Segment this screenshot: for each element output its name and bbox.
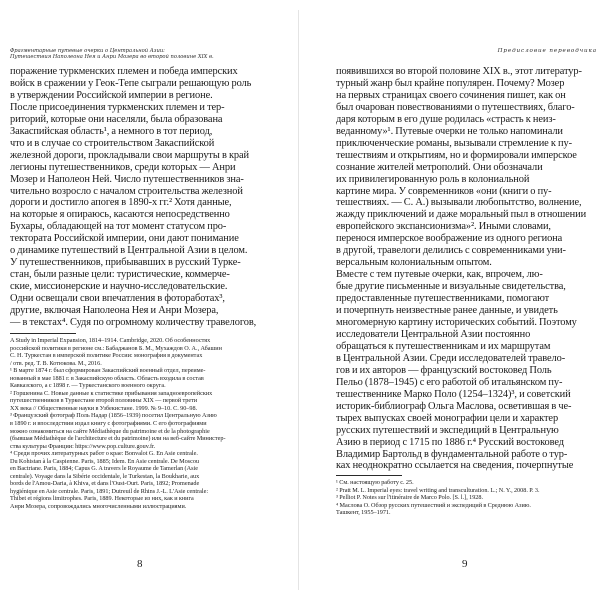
text-line: тешественнике Марко Поло (1254–1324)³, и советский — [336, 388, 571, 400]
text-line: европейского экспансионизма»². Иными словами, — [336, 221, 551, 233]
right-footnotes — [336, 479, 598, 517]
text-line: приключенческие романы, вызывали стремление к пу- — [336, 137, 572, 149]
text-line: картине мира. У современников «они (книги о пу- — [336, 185, 552, 197]
text-line: Одни освещали свои впечатления в фотоработах³, — [10, 293, 225, 305]
text-line: в другой, травелоги делились с современниками уни- — [336, 245, 566, 257]
footnote-line: / отв. ред. Т. В. Котюкова. М., 2016. — [10, 359, 102, 367]
text-line: чительно возросло с началом строительства железной — [10, 185, 243, 197]
text-line: — в текстах⁴. Судя по огромному количеству травелогов, — [10, 317, 257, 329]
right-running-head: Предисловие переводчика — [497, 48, 597, 54]
footnote-line: bords de l'Amou-Daria, à Khiva, et dans l'Oust-Ourt. Paris, 1892; Promenade — [10, 480, 200, 488]
text-line: тешествиях. — С. А.) вызывали любопытство, волнение, — [336, 197, 582, 209]
text-line: версальным колониальным опытом. — [336, 257, 492, 269]
text-line: что и в случае со строительством Закаспийской — [10, 137, 215, 149]
text-line: войск в сражении у Геок-Тепе сыграли решающую роль — [10, 77, 252, 89]
text-line: Закаспийская область¹, а немного в тот период, — [10, 125, 213, 137]
right-body-text — [336, 66, 598, 472]
left-page — [0, 0, 296, 600]
text-line: историк-библиограф Ольга Маслова, осветившая в че- — [336, 400, 572, 412]
footnote-line: ³ Французский фотограф Поль Надар (1856–1939) посетил Центральную Азию — [10, 412, 217, 420]
footnote-line: в 1890 г. и впоследствии издал книгу с фотографиями. С его фотографиями — [10, 420, 207, 428]
text-line: Азию в период с 1715 по 1886 г.⁴ Русский востоковед — [336, 436, 564, 448]
footnote-line: Thibet et régions limitrophes. Paris, 1889. Некоторые из них, как и книга — [10, 495, 194, 503]
text-line: их привилегированную роль в колониальной — [336, 173, 530, 185]
text-line: тектората Российской империи, они дают понимание — [10, 233, 239, 245]
left-body-text — [10, 66, 278, 329]
text-line: риторий, которые они населяли, была образована — [10, 113, 223, 125]
footnote-line: en Bactriane. Paris, 1884; Capus G. A travers le Royaume de Tamerlan (Asie — [10, 465, 198, 473]
text-line: стан, были разные цели: туристические, коммерче- — [10, 269, 230, 281]
footnote-line: hygiénique en Asie centrale. Paris, 1891; Dutreuil de Rhins J.-L. L'Asie centrale: — [10, 487, 209, 495]
text-line: Мозер и Наполеон Ней. Число путешественников зна- — [10, 173, 244, 185]
text-line: на первых страницах своего сочинения пишет, как он — [336, 89, 566, 101]
text-line: Владимир Бартольд в фундаментальной работе о тур- — [336, 448, 568, 460]
footnote-line: Анри Мозера, сопровождались многочисленными иллюстрациями. — [10, 503, 187, 511]
left-footnotes — [10, 337, 278, 511]
text-line: сознание жителей метрополий. Они обозначали — [336, 161, 543, 173]
footnote-line: ⁴ Среди прочих литературных работ о крае: Bonvalot G. En Asie centrale. — [10, 450, 198, 458]
text-line: ские, миссионерские и научно-исследовательские. — [10, 281, 228, 293]
text-line: обращаться к путешественникам и их маршрутам — [336, 340, 551, 352]
text-line: дороги и достигло апогея в 1890-х гг.² Хотя данные, — [10, 197, 232, 209]
text-line: и почерпнуть неизвестные ранее данные, и увидеть — [336, 305, 558, 317]
right-page-number: 9 — [462, 558, 468, 570]
text-line: После присоединения туркменских племен и тер- — [10, 101, 225, 113]
footnote-line: centrale). Voyage dans la Sibérie occidentale, le Turkestan, la Boukharie, aux — [10, 472, 200, 480]
text-line: русских путешествий и экспедиций в Центральную — [336, 424, 559, 436]
text-line: У путешественников, прибывавших в русский Турке- — [10, 257, 241, 269]
right-page — [304, 0, 600, 600]
text-line: многомерную картину исторических событий. Поэтому — [336, 317, 577, 329]
footnote-line: ⁴ Маслова О. Обзор русских путешествий и экспедиций в Среднюю Азию. — [336, 501, 531, 509]
left-running-head: Фрагментарные путевые очерки о Центральной Азии: Путешествия Наполеона Нея и Анри Мозера во второй половине XIX в. — [10, 48, 214, 61]
text-line: исследователи Центральной Азии постоянно — [336, 328, 531, 340]
footnote-line: можно ознакомиться на сайте Médiathèque du patrimoine et de la photographie — [10, 427, 210, 435]
text-line: веданному»¹. Путевые очерки не только напоминали — [336, 125, 563, 137]
footnote-line: нованный в мае 1881 г. в Закаспийскую область. Область входила в состав — [10, 374, 204, 382]
text-line: жажду приключений и даже моральный пыл в отношении — [336, 209, 587, 221]
footnote-line: ¹ См. настоящую работу с. 25. — [336, 479, 414, 486]
text-line: о динамике путешествий в Центральной Азии в целом. — [10, 245, 248, 257]
text-line: был очарован повествованиями о путешествиях, благо- — [336, 101, 575, 113]
text-line: бые другие письменные и визуальные свидетельства, — [336, 281, 566, 293]
text-line: появившихся во второй половине XIX в., этот литератур- — [336, 66, 582, 77]
text-line: Пельо (1878–1945) с его работой об итальянском пу- — [336, 376, 563, 388]
text-line: ках неоднократно ссылается на сведения, почерпнутые — [336, 460, 574, 472]
footnote-line: XX века // Общественные науки в Узбекистане. 1999. № 9–10. С. 90–98. — [10, 404, 198, 412]
text-line: железной дороги, прокладывали свои маршруты в край — [10, 149, 249, 161]
footnote-line: ³ Pelliot P. Notes sur l'itinéraire de Marco Polo. [S. l.], 1928. — [336, 494, 484, 502]
footnote-line: Кавказского, а с 1898 г. — Туркестанского военного округа. — [10, 382, 166, 390]
text-line: Бухары, обладающей на тот момент статусом про- — [10, 221, 227, 233]
footnote-line: ² Горшенина С. Новые данные к статистике прибывания западноевропейских — [10, 389, 213, 397]
text-line: предоставленные путешественниками, помогают — [336, 293, 550, 305]
footnote-line: С. Н. Туркестан в имперской политике России: монография в документах — [10, 352, 203, 360]
text-line: турный жанр был крайне популярен. Почему? Мозер — [336, 77, 565, 89]
text-line: на которые я опираюсь, касаются непосредственно — [10, 209, 230, 221]
footnote-line: российской политики в регионе см.: Бабаджанов Б. М., Мухаждов О. А., Абашин — [10, 344, 222, 352]
text-line: легионы путешественников, среди которых — Анри — [10, 161, 236, 173]
footnote-line: ¹ В марте 1874 г. был сформирован Закаспийский военный отдел, переиме- — [10, 367, 206, 375]
text-line: тешествиям и открытиям, но и формировали имперское — [336, 149, 577, 161]
text-line: перенося имперское воображение из одного региона — [336, 233, 563, 245]
footnote-line: Ташкент, 1955–1971. — [336, 509, 391, 517]
text-line: даря которым в его душе родилась «страсть к неиз- — [336, 113, 556, 125]
left-page-number: 8 — [137, 558, 143, 570]
footnote-separator — [336, 475, 402, 476]
footnote-line: A Study in Imperial Expansion, 1814–1914. Cambridge, 2020. Об особенностях — [10, 337, 211, 344]
footnote-line: (бывшая Médiathèque de l'architecture et du patrimoine) или на веб-сайте Министер- — [10, 435, 226, 443]
text-line: Вместе с тем путевые очерки, как, впрочем, лю- — [336, 269, 543, 281]
text-line: другие, включая Наполеона Нея и Анри Мозера, — [10, 305, 219, 317]
text-line: гов и их авторов — французский востоковед Поль — [336, 364, 552, 376]
text-line: в Центральной Азии. Среди исследователей травело- — [336, 352, 566, 364]
text-line: в утверждении Российской империи в регионе. — [10, 89, 213, 101]
footnote-line: Du Kohistan à la Caspienne. Paris, 1885; Idem. En Asie centrale. De Moscou — [10, 457, 200, 465]
footnote-line: ² Pratt M. L. Imperial eyes: travel writing and transculturation. L.; N. Y., 2008. P. 3. — [336, 486, 540, 494]
footnote-line: ства культуры Франции: https://www.pop.culture.gouv.fr. — [10, 442, 156, 450]
text-line: тырех выпусках своей монографии цели и характер — [336, 412, 559, 424]
book-gutter — [298, 10, 299, 590]
text-line: поражение туркменских племен и победа имперских — [10, 66, 238, 77]
footnote-separator — [10, 333, 76, 334]
footnote-line: путешественников в Туркестане второй половины XIX — первой трети — [10, 397, 198, 405]
